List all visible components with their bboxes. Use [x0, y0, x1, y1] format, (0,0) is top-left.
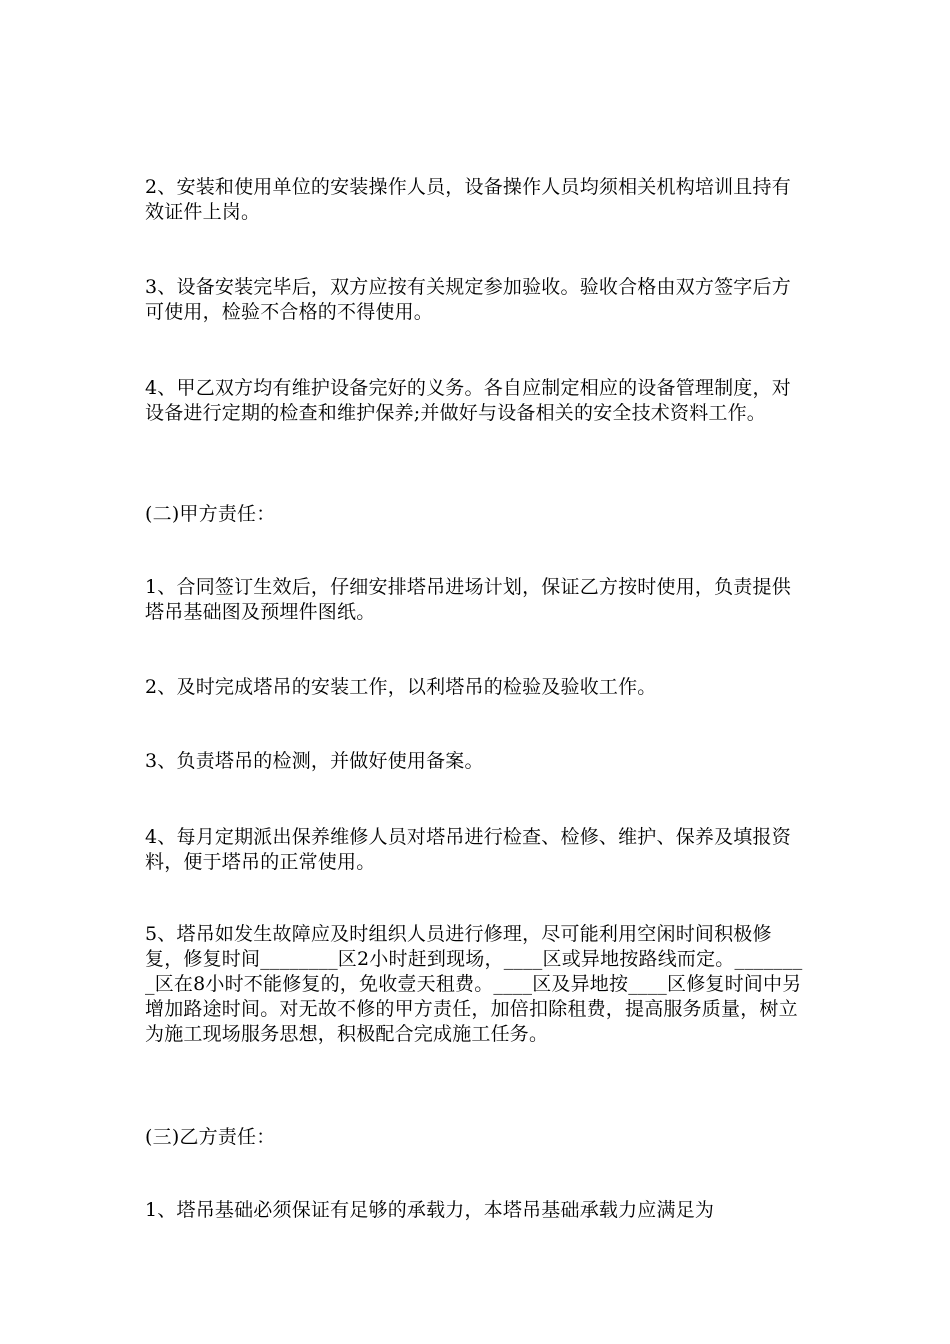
section-heading-party-a: (二)甲方责任： [145, 503, 276, 525]
paragraph-party-a-item-3: 3、负责塔吊的检测，并做好使用备案。 [145, 750, 484, 772]
paragraph-party-a-item-5: 5、塔吊如发生故障应及时组织人员进行修理，尽可能利用空闲时间积极修复，修复时间________区2小时赶到现场，____区或异地按路线而定。________区在8小时不能修复的，免收壹天租费。____区及异地按____区修复时间中另增加路途时间。对无故不修的甲方责任，加倍扣除租费，提高服务质量，树立为施工现场服务思想，积极配合完成施工任务。 [145, 923, 803, 1045]
paragraph-acceptance-inspection: 3、设备安装完毕后，双方应按有关规定参加验收。验收合格由双方签字后方可使用，检验不合格的不得使用。 [145, 276, 791, 323]
paragraph-party-b-item-1: 1、塔吊基础必须保证有足够的承载力，本塔吊基础承载力应满足为 [145, 1199, 715, 1221]
paragraph-installer-qualification: 2、安装和使用单位的安装操作人员，设备操作人员均须相关机构培训且持有效证件上岗。 [145, 176, 791, 223]
paragraph-party-a-item-2: 2、及时完成塔吊的安装工作，以利塔吊的检验及验收工作。 [145, 676, 657, 698]
paragraph-party-a-item-4: 4、每月定期派出保养维修人员对塔吊进行检查、检修、维护、保养及填报资料，便于塔吊的正常使用。 [145, 826, 791, 873]
paragraph-party-a-item-1: 1、合同签订生效后，仔细安排塔吊进场计划，保证乙方按时使用，负责提供塔吊基础图及预埋件图纸。 [145, 576, 791, 623]
paragraph-maintenance-duty: 4、甲乙双方均有维护设备完好的义务。各自应制定相应的设备管理制度，对设备进行定期的检查和维护保养;并做好与设备相关的安全技术资料工作。 [145, 377, 791, 424]
section-heading-party-b: (三)乙方责任： [145, 1126, 276, 1148]
